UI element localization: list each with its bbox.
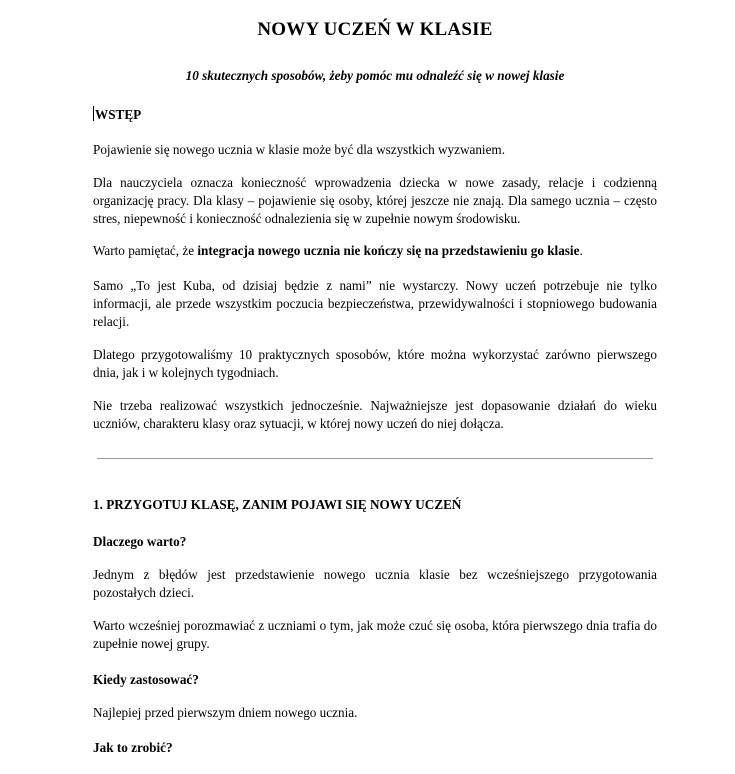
section-divider xyxy=(97,458,653,459)
intro-paragraph-3 xyxy=(93,242,657,260)
section1-why-paragraph-2: Warto wcześniej porozmawiać z uczniami o tym, jak może czuć się osoba, która pierwszego dnia trafia do zupełnie nowej grupy. xyxy=(93,618,657,651)
intro-paragraph-4: Samo „To jest Kuba, od dzisiaj będzie z nami” nie wystarczy. Nowy uczeń potrzebuje nie tylko informacji, ale przede wszystkim poczucia bezpieczeństwa, przewidywalności i stopniowego budowania relacji. xyxy=(93,278,657,329)
document-title: NOWY UCZEŃ W KLASIE xyxy=(257,19,493,40)
intro-heading-line xyxy=(93,106,657,124)
section1-how-heading: Jak to zrobić? xyxy=(93,740,173,755)
section1-why-heading: Dlaczego warto? xyxy=(93,534,187,549)
document-subtitle: 10 skutecznych sposobów, żeby pomóc mu odnaleźć się w nowej klasie xyxy=(185,68,565,83)
intro-p3-after: . xyxy=(579,243,583,258)
intro-heading: WSTĘP xyxy=(95,107,142,122)
section1-when-paragraph-1: Najlepiej przed pierwszym dniem nowego ucznia. xyxy=(93,705,358,720)
intro-p3-before: Warto pamiętać, że xyxy=(93,243,198,258)
intro-paragraph-5: Dlatego przygotowaliśmy 10 praktycznych sposobów, które można wykorzystać zarówno pierwszego dnia, jak i w kolejnych tygodniach. xyxy=(93,347,657,380)
text-cursor xyxy=(93,106,94,121)
intro-paragraph-6: Nie trzeba realizować wszystkich jednocześnie. Najważniejsze jest dopasowanie działań do wieku uczniów, charakteru klasy oraz sytuacji, w której nowy uczeń do niej dołącza. xyxy=(93,398,657,431)
intro-p3-bold: integracja nowego ucznia nie kończy się na przedstawieniu go klasie xyxy=(197,243,580,258)
intro-paragraph-2: Dla nauczyciela oznacza konieczność wprowadzenia dziecka w nowe zasady, relacje i codzienną organizację pracy. Dla klasy – pojawienie się osoby, której jeszcze nie znają. Dla samego ucznia – często stres, niepewność i konieczność odnalezienia się w zupełnie nowym środowisku. xyxy=(93,175,657,226)
section1-why-paragraph-1: Jednym z błędów jest przedstawienie nowego ucznia klasie bez wcześniejszego przygotowania pozostałych dzieci. xyxy=(93,567,657,600)
section1-heading: 1. PRZYGOTUJ KLASĘ, ZANIM POJAWI SIĘ NOWY UCZEŃ xyxy=(93,497,462,512)
intro-paragraph-1: Pojawienie się nowego ucznia w klasie może być dla wszystkich wyzwaniem. xyxy=(93,142,505,157)
section1-when-heading: Kiedy zastosować? xyxy=(93,672,199,687)
